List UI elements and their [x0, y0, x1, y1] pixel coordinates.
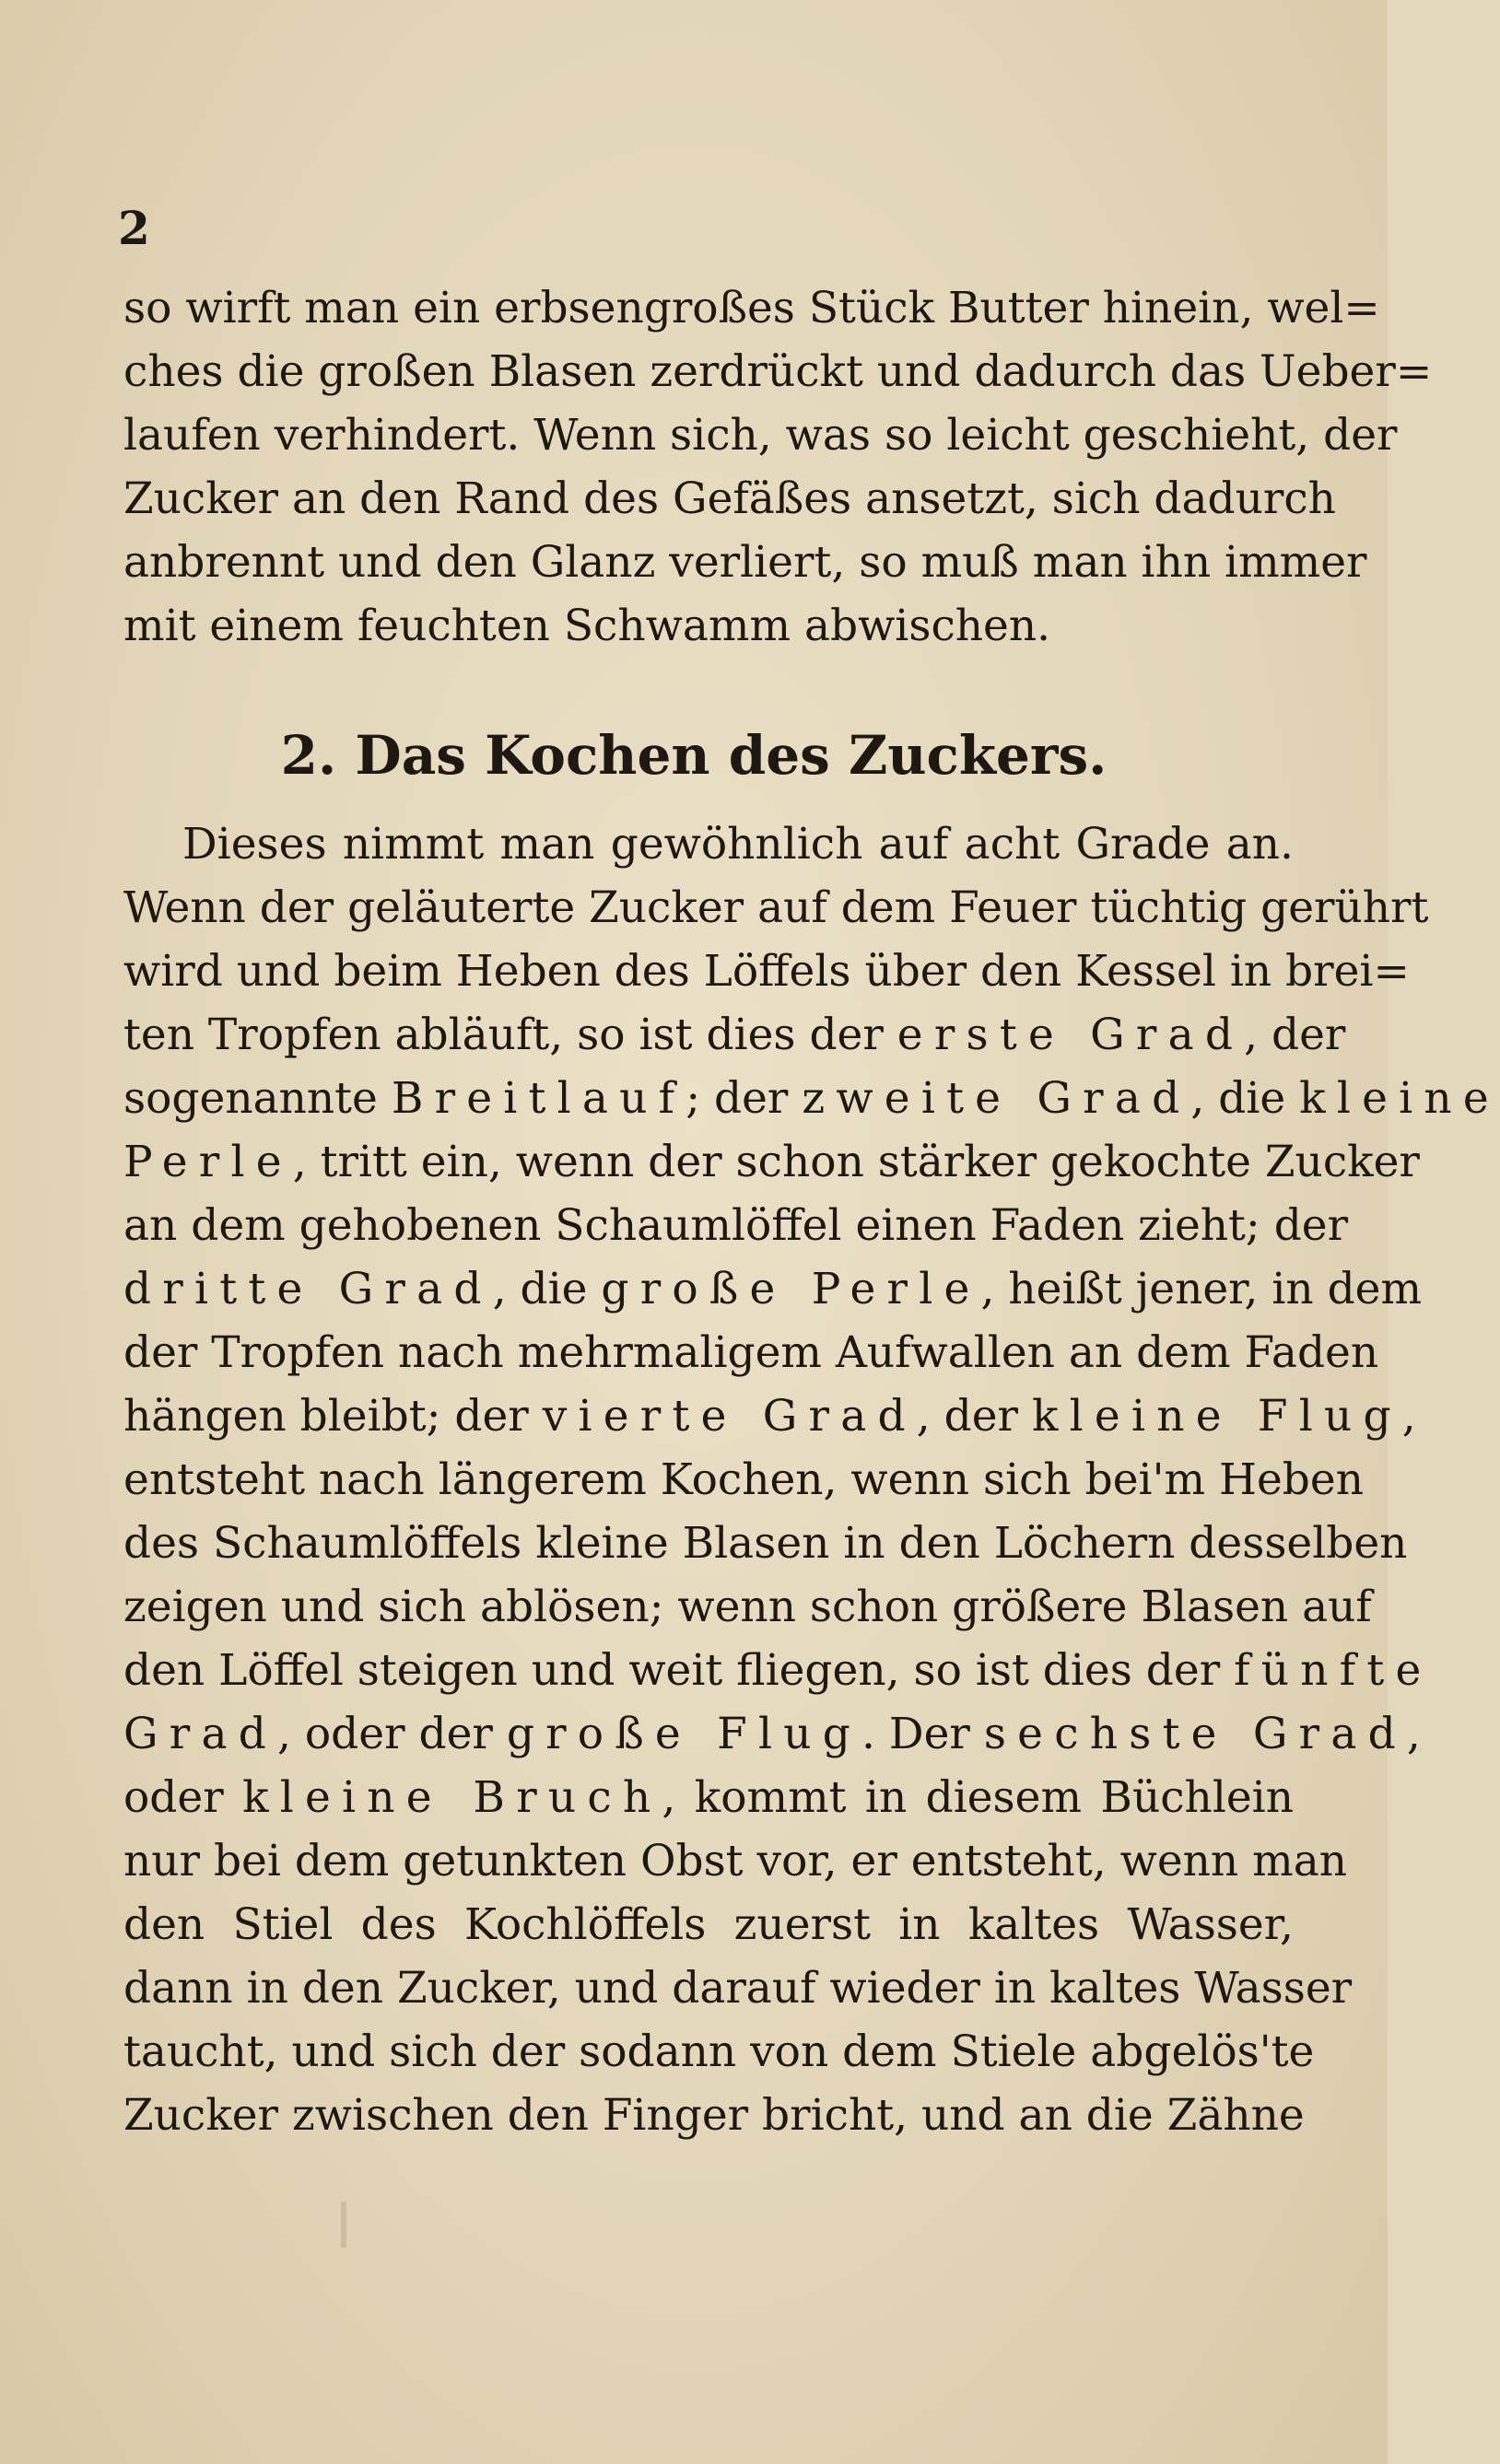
text-line: Dieses nimmt man gewöhnlich auf acht Grade an.: [182, 819, 1294, 870]
text-segment: oder: [123, 1772, 224, 1823]
emphasized-term: kleine Flug: [1031, 1391, 1402, 1442]
paper-mark: [341, 2201, 346, 2248]
emphasized-term: dritte Grad: [123, 1264, 493, 1314]
text-line: [123, 1702, 1421, 1766]
text-line: so wirft man ein erbsengroßes Stück Butter hinein, wel=: [123, 283, 1380, 333]
text-segment: hängen bleibt; der: [123, 1391, 529, 1442]
text-line: [123, 1766, 1294, 1829]
text-line: laufen verhindert. Wenn sich, was so leicht geschieht, der: [123, 410, 1398, 461]
text-line: [123, 1003, 1346, 1067]
emphasized-term: fünfte: [1234, 1645, 1433, 1696]
emphasized-term: Grad: [123, 1709, 277, 1759]
text-line: wird und beim Heben des Löffels über den Kessel in brei=: [123, 946, 1410, 997]
text-line: mit einem feuchten Schwamm abwischen.: [123, 601, 1051, 651]
emphasized-term: vierte Grad: [542, 1391, 917, 1442]
text-segment: , oder der: [277, 1709, 493, 1759]
text-line: den Stiel des Kochlöffels zuerst in kaltes Wasser,: [123, 1899, 1294, 1950]
text-line: entsteht nach längerem Kochen, wenn sich bei'm Heben: [123, 1454, 1364, 1505]
text-line: [123, 1067, 1500, 1130]
emphasized-term: kleine: [1299, 1073, 1500, 1124]
emphasized-term: Breitlauf: [391, 1073, 686, 1124]
text-line: der Tropfen nach mehrmaligem Aufwallen an dem Faden: [123, 1327, 1379, 1378]
text-line: [123, 1257, 1423, 1321]
text-segment: ,: [1401, 1391, 1416, 1442]
emphasized-term: sechste Grad: [983, 1709, 1407, 1759]
emphasized-term: große Perle: [601, 1264, 981, 1314]
emphasized-term: erste Grad: [896, 1010, 1245, 1060]
text-segment: , der: [916, 1391, 1019, 1442]
text-segment: , kommt in diesem Büchlein: [662, 1772, 1294, 1823]
text-segment: , die: [1190, 1073, 1286, 1124]
page-number: 2: [118, 201, 150, 255]
text-line: Zucker an den Rand des Gefäßes ansetzt, sich dadurch: [123, 473, 1336, 524]
emphasized-term: zweite Grad: [802, 1073, 1191, 1124]
section-heading: 2. Das Kochen des Zuckers.: [280, 724, 1107, 787]
text-line: Wenn der geläuterte Zucker auf dem Feuer tüchtig gerührt: [123, 882, 1429, 933]
text-line: [123, 1639, 1433, 1702]
emphasized-term: große Flug: [506, 1709, 862, 1759]
emphasized-term: Perle: [123, 1137, 293, 1187]
paragraph-cooking: [123, 812, 1500, 2147]
text-line: ches die großen Blasen zerdrückt und dadurch das Ueber=: [123, 346, 1433, 397]
text-segment: , die: [492, 1264, 588, 1314]
text-segment: , tritt ein, wenn der schon stärker gekochte Zucker: [292, 1137, 1420, 1187]
text-line: taucht, und sich der sodann von dem Stiele abgelös'te: [123, 2026, 1315, 2077]
text-segment: . Der: [861, 1709, 970, 1759]
text-line: des Schaumlöffels kleine Blasen in den Löchern desselben: [123, 1518, 1408, 1569]
text-segment: sogenannte: [123, 1073, 378, 1124]
text-line: zeigen und sich ablösen; wenn schon größere Blasen auf: [123, 1582, 1372, 1632]
text-segment: ,: [1406, 1709, 1421, 1759]
text-line: nur bei dem getunkten Obst vor, er entsteht, wenn man: [123, 1836, 1347, 1886]
text-segment: , heißt jener, in dem: [980, 1264, 1423, 1314]
text-line: anbrennt und den Glanz verliert, so muß man ihn immer: [123, 537, 1367, 588]
text-line: an dem gehobenen Schaumlöffel einen Faden zieht; der: [123, 1200, 1349, 1251]
text-segment: , der: [1244, 1010, 1346, 1060]
emphasized-term: kleine Bruch: [242, 1772, 662, 1823]
text-line: Zucker zwischen den Finger bricht, und an die Zähne: [123, 2090, 1305, 2141]
text-segment: ; der: [686, 1073, 789, 1124]
text-line: [123, 1384, 1416, 1448]
text-line: dann in den Zucker, und darauf wieder in kaltes Wasser: [123, 1963, 1353, 2014]
paragraph-intro: [123, 276, 1433, 658]
text-segment: den Löffel steigen und weit fliegen, so ist dies der: [123, 1645, 1221, 1696]
text-segment: ten Tropfen abläuft, so ist dies der: [123, 1010, 884, 1060]
text-line: [123, 1130, 1420, 1194]
